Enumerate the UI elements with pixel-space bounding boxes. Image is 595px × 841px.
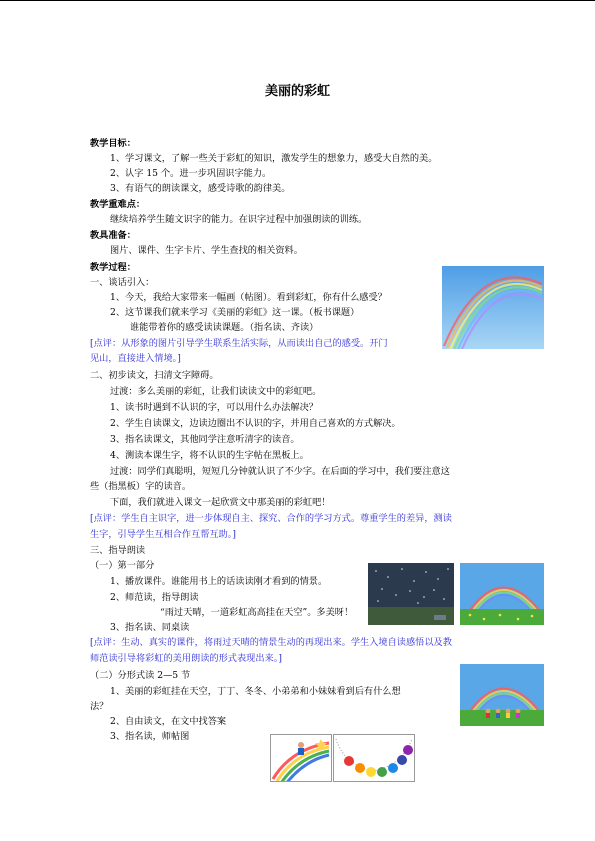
header-rule <box>0 0 595 1</box>
goals-heading: 教学目标： <box>90 138 136 149</box>
process-heading: 教学过程： <box>90 262 136 273</box>
section-3-line-5: 2、自由读文，在文中找答案 <box>110 716 227 727</box>
section-2-line-4: 3、指名读课文，其他同学注意听清字的读音。 <box>110 434 300 445</box>
section-1-note-line-2: 见山，直接进入情境。] <box>90 353 181 364</box>
section-2-line-1: 过渡：多么美丽的彩虹，让我们读读文中的彩虹吧。 <box>110 386 322 397</box>
section-1-title: 一、谈话引入： <box>90 277 155 288</box>
section-3-line-4: 1、美丽的彩虹挂在天空，丁丁、冬冬、小弟弟和小妹妹看到后有什么想 <box>110 686 401 697</box>
focus-heading: 教学重难点： <box>90 199 146 210</box>
section-3-title: 三、指导朗读 <box>90 545 146 556</box>
section-1-line-3: 谁能带着你的感受读读课题。（指名读、齐读） <box>130 322 319 333</box>
section-3-note-line-2: 师范读引导将彩虹的美用朗读的形式表现出来。] <box>90 653 282 664</box>
section-2-title: 二、初步读文，扫清文字障碍。 <box>90 370 219 381</box>
section-3-line-1: 1、播放课件。谁能用书上的话读读刚才看到的情景。 <box>110 576 328 587</box>
section-1-line-2: 2、这节课我们就来学习《美丽的彩虹》这一课。（板书课题） <box>110 307 360 318</box>
section-1-note-line-1: [点评：从形象的图片引导学生联系生活实际，从而读出自己的感受。开门 <box>90 338 388 349</box>
section-2-note-line-1: [点评：学生自主识字，进一步体现自主、探究、合作的学习方式。尊重学生的差异，测读 <box>90 513 452 524</box>
color-beads-image <box>333 734 415 782</box>
rainbow-children-image <box>460 664 544 726</box>
goal-item-3: 3、有语气的朗读课文，感受诗歌的韵律美。 <box>110 183 291 194</box>
section-3-line-2: 2、师范读，指导朗读 <box>110 592 199 603</box>
section-2-line-6: 过渡：同学们真聪明，短短几分钟就认识了不少字。在后面的学习中，我们要注意这 <box>110 466 450 477</box>
goal-item-1: 1、学习课文，了解一些关于彩虹的知识，激发学生的想象力，感受大自然的美。 <box>110 153 438 164</box>
child-on-rainbow-image <box>270 734 332 782</box>
goal-item-2: 2、认字 15 个。进一步巩固识字能力。 <box>110 168 272 179</box>
rainbow-sky-image <box>442 266 544 349</box>
section-3-part-2: （二）分形式读 2—5 节 <box>90 670 191 681</box>
section-1-line-1: 1、今天，我给大家带来一幅画（帖图）。看到彩虹，你有什么感受？ <box>110 292 387 303</box>
focus-text: 继续培养学生随文识字的能力。在识字过程中加强朗读的训练。 <box>110 214 368 225</box>
rainy-night-image <box>368 563 454 625</box>
prep-heading: 教具准备： <box>90 230 136 241</box>
section-3-note-line-1: [点评：生动、真实的课件，将雨过天晴的情景生动的再现出来。学生入境自读感悟以及教 <box>90 637 452 648</box>
section-2-note-line-2: 生字，引导学生互相合作互帮互助。] <box>90 529 236 540</box>
section-2-line-8: 下面，我们就进入课文一起欣赏文中那美丽的彩虹吧！ <box>110 497 331 508</box>
rainbow-meadow-image <box>460 563 544 625</box>
section-2-line-5: 4、测读本课生字，将不认识的生字帖在黑板上。 <box>110 450 309 461</box>
section-3-quote: “雨过天晴，一道彩虹高高挂在天空”。多美呀！ <box>160 607 354 618</box>
section-3-line-4-cont: 法？ <box>90 701 109 712</box>
section-3-part-1: （一）第一部分 <box>90 560 155 571</box>
section-2-line-2: 1、读书时遇到不认识的字，可以用什么办法解决？ <box>110 402 318 413</box>
prep-text: 图片、课件、生字卡片、学生查找的相关资料。 <box>110 245 303 256</box>
section-3-line-6: 3、指名读，师帖图 <box>110 731 190 742</box>
page-title: 美丽的彩虹 <box>264 84 330 99</box>
section-2-line-3: 2、学生自读课文，边读边圈出不认识的字，并用自己喜欢的方式解决。 <box>110 418 401 429</box>
section-3-line-3: 3、指名读、同桌读 <box>110 622 190 633</box>
section-2-line-7: 些（指黑板）字的读音。 <box>90 481 192 492</box>
